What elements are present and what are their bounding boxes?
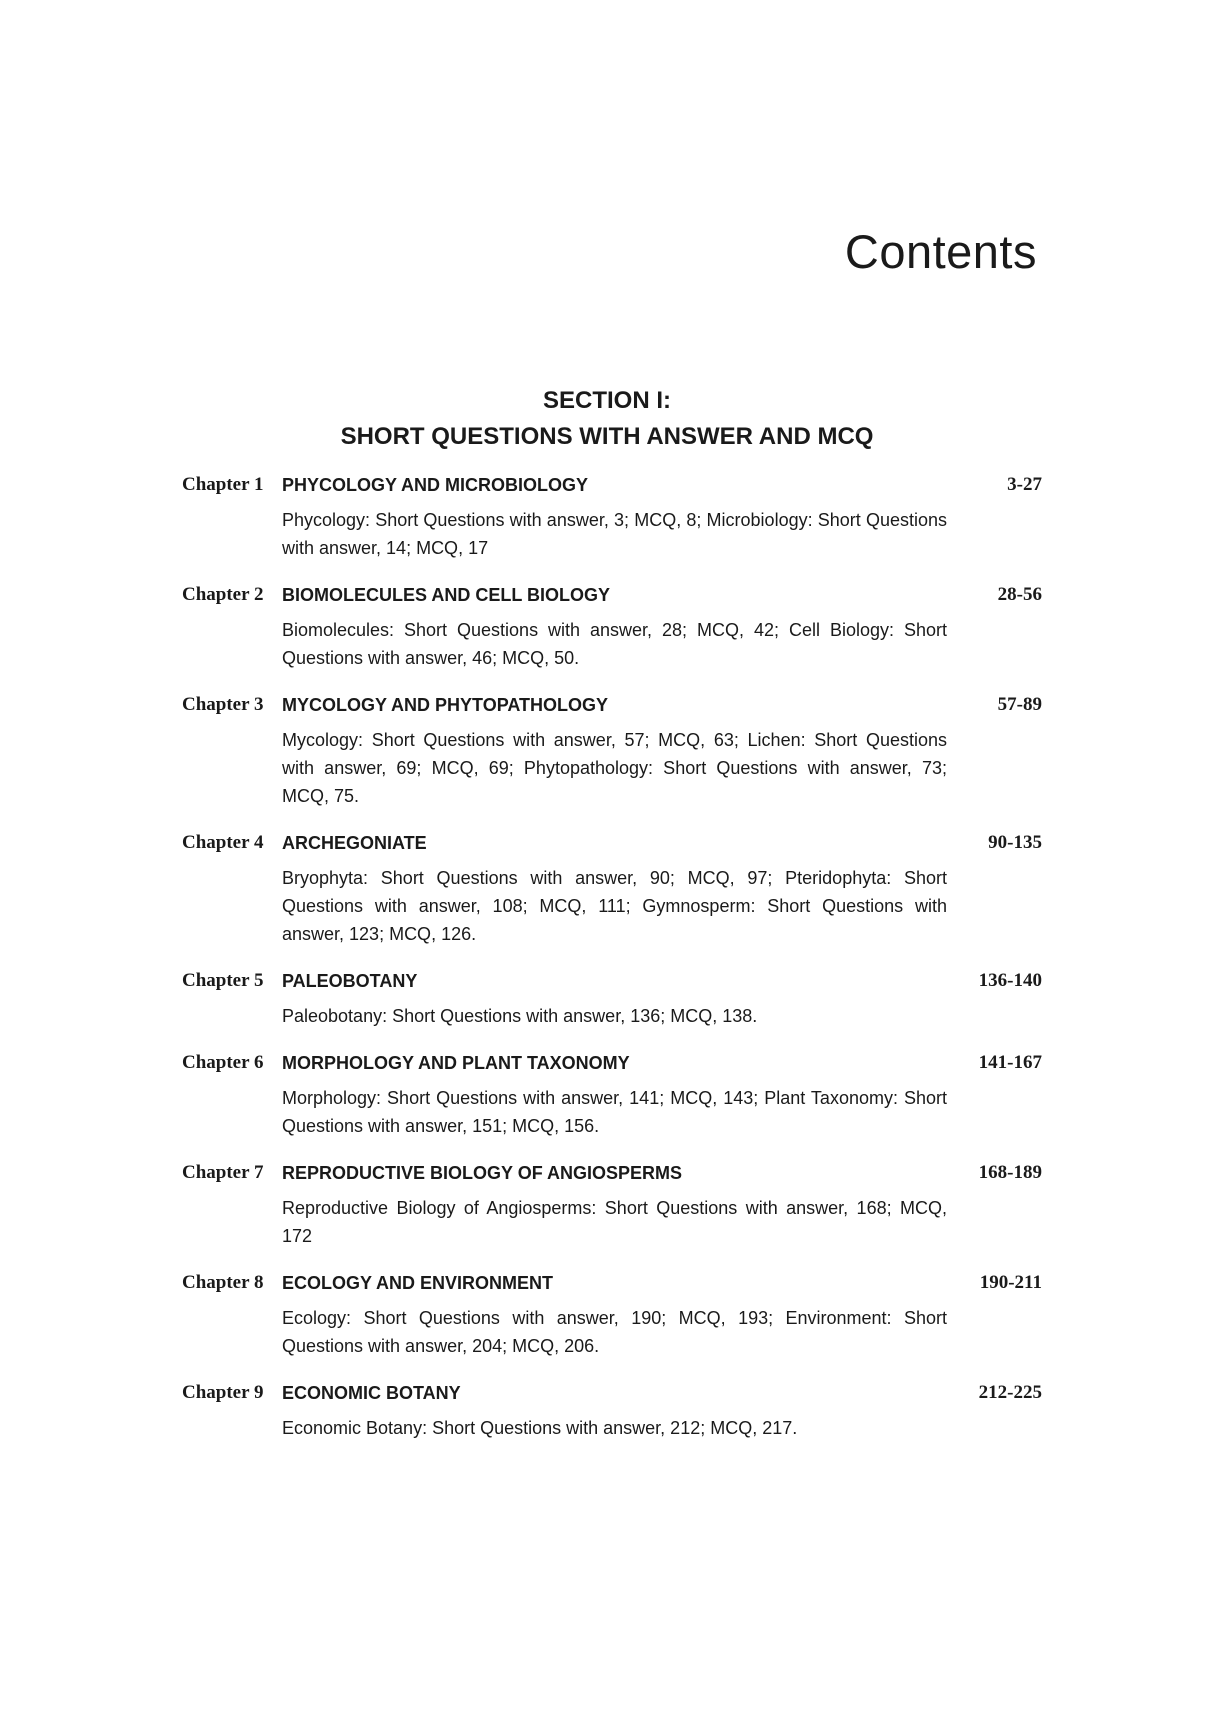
chapter-page-range: 28-56 xyxy=(997,584,1042,605)
chapter-title[interactable]: ARCHEGONIATE xyxy=(282,833,427,853)
chapter-entry xyxy=(182,1268,1042,1360)
chapter-description: Bryophyta: Short Questions with answer, 90; MCQ, 97; Pteridophyta: Short Questions with answer, 108; MCQ, 111; Gymnosperm: Short Questions with answer, 123; MCQ, 126. xyxy=(282,868,947,944)
chapter-page-range: 3-27 xyxy=(1007,474,1042,495)
table-of-contents xyxy=(182,470,1042,1460)
chapter-page-range: 141-167 xyxy=(978,1052,1042,1073)
chapter-number: Chapter 4 xyxy=(182,832,264,853)
chapter-page-range: 168-189 xyxy=(978,1162,1042,1183)
chapter-title[interactable]: MORPHOLOGY AND PLANT TAXONOMY xyxy=(282,1053,630,1073)
chapter-entry xyxy=(182,580,1042,672)
chapter-description: Mycology: Short Questions with answer, 57; MCQ, 63; Lichen: Short Questions with answer, 69; MCQ, 69; Phytopathology: Short Questions with answer, 73; MCQ, 75. xyxy=(282,730,947,806)
chapter-title[interactable]: PHYCOLOGY AND MICROBIOLOGY xyxy=(282,475,589,495)
section-heading xyxy=(0,383,1214,455)
chapter-title[interactable]: REPRODUCTIVE BIOLOGY OF ANGIOSPERMS xyxy=(282,1163,683,1183)
chapter-description: Morphology: Short Questions with answer, 141; MCQ, 143; Plant Taxonomy: Short Questions with answer, 151; MCQ, 156. xyxy=(282,1088,947,1136)
chapter-number: Chapter 5 xyxy=(182,970,264,991)
chapter-description: Economic Botany: Short Questions with answer, 212; MCQ, 217. xyxy=(282,1418,798,1438)
chapter-entry xyxy=(182,470,1042,562)
chapter-entry xyxy=(182,1158,1042,1250)
chapter-description: Biomolecules: Short Questions with answer, 28; MCQ, 42; Cell Biology: Short Questions with answer, 46; MCQ, 50. xyxy=(282,620,947,668)
chapter-description: Ecology: Short Questions with answer, 190; MCQ, 193; Environment: Short Questions with answer, 204; MCQ, 206. xyxy=(282,1308,947,1356)
chapter-entry xyxy=(182,828,1042,948)
chapter-page-range: 90-135 xyxy=(988,832,1042,853)
chapter-page-range: 190-211 xyxy=(979,1272,1042,1293)
chapter-number: Chapter 1 xyxy=(182,474,264,495)
chapter-number: Chapter 8 xyxy=(182,1272,264,1293)
chapter-title[interactable]: MYCOLOGY AND PHYTOPATHOLOGY xyxy=(282,695,609,715)
chapter-entry xyxy=(182,1048,1042,1140)
chapter-number: Chapter 3 xyxy=(182,694,264,715)
chapter-title[interactable]: ECONOMIC BOTANY xyxy=(282,1383,461,1403)
chapter-description: Phycology: Short Questions with answer, 3; MCQ, 8; Microbiology: Short Questions with answer, 14; MCQ, 17 xyxy=(282,510,947,558)
chapter-description: Paleobotany: Short Questions with answer, 136; MCQ, 138. xyxy=(282,1006,758,1026)
chapter-entry xyxy=(182,690,1042,810)
chapter-number: Chapter 2 xyxy=(182,584,264,605)
section-number: SECTION I: xyxy=(542,387,671,414)
chapter-title[interactable]: PALEOBOTANY xyxy=(282,971,418,991)
page-title: Contents xyxy=(844,225,1037,278)
chapter-number: Chapter 9 xyxy=(182,1382,264,1403)
section-title: SHORT QUESTIONS WITH ANSWER AND MCQ xyxy=(340,423,874,450)
chapter-number: Chapter 7 xyxy=(182,1162,264,1183)
chapter-page-range: 136-140 xyxy=(978,970,1042,991)
chapter-entry xyxy=(182,966,1042,1030)
chapter-page-range: 57-89 xyxy=(997,694,1042,715)
chapter-title[interactable]: ECOLOGY AND ENVIRONMENT xyxy=(282,1273,554,1293)
chapter-description: Reproductive Biology of Angiosperms: Short Questions with answer, 168; MCQ, 172 xyxy=(282,1198,947,1246)
chapter-page-range: 212-225 xyxy=(978,1382,1042,1403)
chapter-title[interactable]: BIOMOLECULES AND CELL BIOLOGY xyxy=(282,585,611,605)
chapter-entry xyxy=(182,1378,1042,1442)
chapter-number: Chapter 6 xyxy=(182,1052,264,1073)
